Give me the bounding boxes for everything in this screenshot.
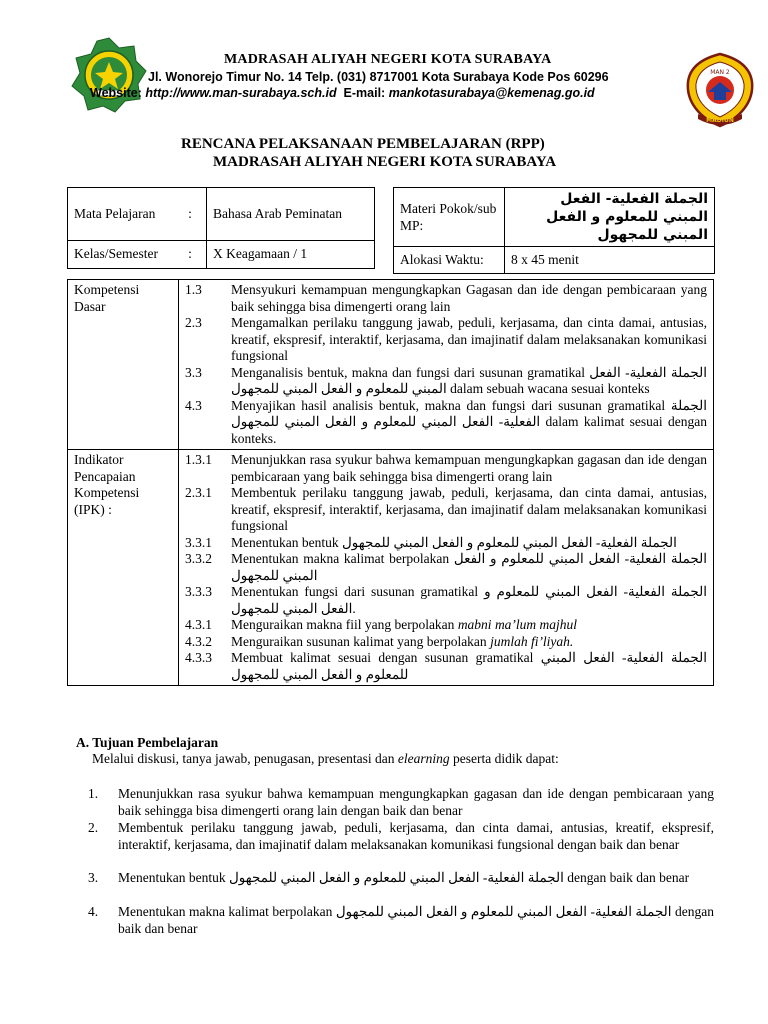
website-link[interactable]: http://www.man-surabaya.sch.id [145,86,337,100]
ipk-item [185,650,707,683]
kd-item [185,365,707,398]
ipk-item-number: 2.3.1 [185,485,212,500]
ipk-item-text-italic: mabni ma’lum majhul [457,617,578,632]
objective-text: Menentukan makna kalimat berpolakan الجملة الفعلية- الفعل المبني للمعلوم و الفعل المبني للمجهول dengan baik dan benar [118,904,714,936]
kd-item-number: 4.3 [185,397,202,413]
kd-item [185,315,707,365]
kd-item-text-main: Mensyukuri kemampuan mengungkapkan Gagasan dan ide dengan pembicaraan yang baik sehingga bisa dimengerti orang lain [231,282,707,314]
kd-item-text [231,398,707,448]
intro-text-a: Melalui diskusi, tanya jawab, penugasan, presentasi dan [92,751,398,766]
kemenag-logo-icon [70,36,148,114]
ipk-item [185,617,707,634]
objective-number: 2. [88,820,99,835]
ipk-item-text-main: Menentukan makna kalimat berpolakan الجملة الفعلية- الفعل المبني للمعلوم و الفعل المبني للمجهول [231,551,707,583]
kd-item-number: 1.3 [185,282,202,297]
objective-item [88,786,714,819]
ipk-item-number: 4.3.1 [185,617,212,632]
class-value: X Keagamaan / 1 [207,240,375,268]
time-label: Alokasi Waktu: [394,247,505,274]
ipk-item-text [231,535,707,552]
ipk-item-text [231,650,707,683]
intro-italic: elearning [397,751,450,766]
ipk-item [185,485,707,535]
section-intro [92,751,559,767]
objective-item [88,904,714,937]
ipk-item-number: 3.3.1 [185,534,212,550]
kd-item-text-main: Mengamalkan perilaku tanggung jawab, peduli, kerjasama, dan cinta damai, antusias, kreatif, ekspresif, interaktif, kerjasama, dan imajinatif dalam melaksanakan komunikasi fungsional [231,315,707,363]
email-label: E-mail: [336,86,389,100]
ipk-item-text-main: Membuat kalimat sesuai dengan susunan gramatikal الجملة الفعلية- الفعل المبني للمعلوم و الفعل المبني للمجهول [231,650,707,682]
ipk-item [185,551,707,584]
kd-item-text [231,282,707,315]
ipk-item-text [231,452,707,485]
kd-item-number: 3.3 [185,364,202,380]
school-name: MADRASAH ALIYAH NEGERI KOTA SURABAYA [224,52,552,67]
kd-item-text [231,315,707,365]
ipk-item-text [231,485,707,535]
ipk-item-text [231,551,707,584]
ipk-item-number: 4.3.2 [185,633,212,649]
ipk-item-number: 3.3.2 [185,551,212,566]
objective-number: 1. [88,786,99,801]
subject-label: Mata Pelajaran [68,188,175,241]
document-title: RENCANA PELAKSANAAN PEMBELAJARAN (RPP) [181,136,545,152]
objective-text: Menentukan bentuk الجملة الفعلية- الفعل المبني للمعلوم و الفعل المبني للمجهول dengan baik dan benar [118,870,690,885]
ipk-label: Indikator Pencapaian Kompetensi (IPK) : [68,450,179,686]
madrasah-shield-logo-icon [684,52,756,128]
ipk-item-text-main: Menentukan bentuk الجملة الفعلية- الفعل المبني للمعلوم و الفعل المبني للمجهول [231,534,677,550]
ipk-item-text [231,634,707,651]
school-address: Jl. Wonorejo Timur No. 14 Telp. (031) 8717001 Kota Surabaya Kode Pos 60296 [148,70,609,84]
document-subtitle: MADRASAH ALIYAH NEGERI KOTA SURABAYA [213,154,557,170]
objective-item [88,870,714,887]
ipk-item-text-main: Membentuk perilaku tanggung jawab, peduli, kerjasama, dan cinta damai, antusias, kreatif, ekspresif, interaktif, kerjasama, dan imajinatif dalam melaksanakan komunikasi fungsional [231,485,707,533]
ipk-item-number: 3.3.3 [185,584,212,599]
right-logo-top-text: MAN 2 [710,69,730,76]
objective-number: 3. [88,870,99,885]
ipk-item-text-main: Menguraikan susunan kalimat yang berpolakan [231,633,491,649]
objective-text: Menunjukkan rasa syukur bahwa kemampuan mengungkapkan gagasan dan ide dengan pembicaraan yang baik sehingga bisa dimengerti orang lain dengan baik dan benar [118,786,714,818]
letterhead [0,0,768,130]
ipk-item-text-main: Menguraikan makna fiil yang berpolakan [231,617,458,632]
subject-info-table [67,187,375,269]
school-contact [90,86,672,100]
intro-text-b: peserta didik dapat: [449,751,559,766]
subject-value: Bahasa Arab Peminatan [207,188,375,241]
ipk-item-number: 4.3.3 [185,650,212,665]
ipk-item-text-main: Menunjukkan rasa syukur bahwa kemampuan mengungkapkan gagasan dan ide dengan pembicaraan yang baik sehingga bisa dimengerti orang lain [231,452,707,484]
topic-value: الجملة الفعلية- الفعل المبني للمعلوم و الفعل المبني للمجهول [505,188,715,247]
website-label: Website: [90,86,146,100]
class-label: Kelas/Semester [68,240,175,268]
ipk-item [185,452,707,485]
kd-list [179,280,714,450]
section-title: A. Tujuan Pembelajaran [76,735,219,750]
kd-item [185,282,707,315]
kd-item-text-main: Menganalisis bentuk, makna dan fungsi dari susunan gramatikal الجملة الفعلية- الفعل المبني للمعلوم و الفعل المبني للمجهول dalam sebuah wacana sesuai konteks [231,364,707,396]
ipk-item [185,535,707,552]
kd-label: Kompetensi Dasar [68,280,179,450]
objective-text: Membentuk perilaku tanggung jawab, peduli, kerjasama, dan cinta damai, antusias, kreatif, ekspresif, interaktif, kerjasama, dan imajinatif dalam melaksanakan komunikasi fungsional dengan baik dan benar [118,820,714,852]
ipk-item [185,634,707,651]
kd-item-number: 2.3 [185,315,202,330]
kd-item-text-main: Menyajikan hasil analisis bentuk, makna dan fungsi dari susunan gramatikal الجملة الفعلية- الفعل المبني للمعلوم و الفعل المبني للمجهول dalam kalimat sesuai dengan konteks. [231,397,707,446]
ipk-item-text-main: Menentukan fungsi dari susunan gramatikal الجملة الفعلية- الفعل المبني للمعلوم و الفعل المبني للمجهول. [231,584,707,616]
class-colon: : [174,240,207,268]
kd-item [185,398,707,448]
ipk-item-text [231,617,707,634]
email-link[interactable]: mankotasurabaya@kemenag.go.id [388,86,595,100]
time-value: 8 x 45 menit [505,247,715,274]
objective-number: 4. [88,904,99,919]
subject-colon: : [174,188,207,241]
kd-item-text [231,365,707,398]
ipk-item-number: 1.3.1 [185,452,212,467]
topic-info-table [393,187,715,274]
ipk-item [185,584,707,617]
right-logo-bottom-text: MADIUN [706,117,734,124]
topic-label: Materi Pokok/sub MP: [394,188,505,247]
objective-item [88,820,714,853]
competency-table [67,279,714,686]
ipk-list [179,450,714,686]
ipk-item-text-italic: jumlah fi’liyah. [490,633,574,649]
ipk-item-text [231,584,707,617]
